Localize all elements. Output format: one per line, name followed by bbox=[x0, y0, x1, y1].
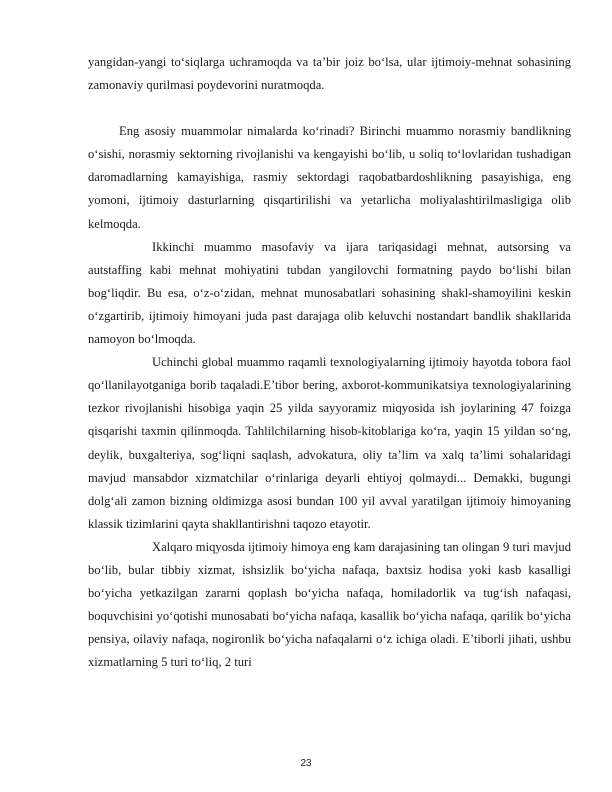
paragraph-social-protection-types: Xalqaro miqyosda ijtimoiy himoya eng kam darajasining tan olingan 9 turi mavjud bo‘lib, bular tibbiy xizmat, ishsizlik bo‘yicha nafaqa, baxtsiz hodisa yoki kasb kasalligi bo‘yicha yetkazilgan zararni qoplash bo‘yicha nafaqa, homiladorlik va tug‘ish nafaqasi, boquvchisini yo‘qotishi munosabati bo‘yicha nafaqa, kasallik bo‘yicha nafaqa, qarilik bo‘yicha pensiya, oilaviy nafaqa, nogironlik bo‘yicha nafaqalarni o‘z ichiga oladi. E’tiborli jihati, ushbu xizmatlarning 5 turi to‘liq, 2 turi bbox=[88, 539, 571, 670]
page-number: 23 bbox=[300, 758, 312, 769]
document-page bbox=[88, 51, 571, 674]
paragraph-gap bbox=[88, 97, 571, 120]
paragraph-continuation: yangidan-yangi to‘siqlarga uchramoqda va ta’bir joiz bo‘lsa, ular ijtimoiy-mehnat sohasining zamonaviy qurilmasi poydevorini nuratmoqda. bbox=[88, 55, 571, 93]
paragraph-main-problems: Eng asosiy muammolar nimalarda ko‘rinadi? Birinchi muammo norasmiy bandlikning o‘sishi, norasmiy sektorning rivojlanishi va kengayishi bo‘lib, u soliq to‘lovlaridan tushadigan daromadlarning kamayishiga, rasmiy sektordagi raqobatbardoshlikning pasayishiga, eng yomoni, ijtimoiy dasturlarning qisqartirilishi va yetarlicha moliyalashtirilmasligiga olib kelmoqda. bbox=[88, 124, 571, 231]
paragraph-second-problem: Ikkinchi muammo masofaviy va ijara tariqasidagi mehnat, autsorsing va autstaffing kabi mehnat mohiyatini tubdan yangilovchi formatning paydo bo‘lishi bilan bog‘liqdir. Bu esa, o‘z-o‘zidan, mehnat munosabatlari sohasining shakl-shamoyilini keskin o‘zgartirib, ijtimoiy himoyani juda past darajaga olib keluvchi nostandart bandlik shakllarida namoyon bo‘lmoqda. bbox=[88, 239, 571, 347]
paragraph-third-problem: Uchinchi global muammo raqamli texnologiyalarning ijtimoiy hayotda tobora faol qo‘llanilayotganiga borib taqaladi.E’tibor bering, axborot-kommunikatsiya texnologiyalarining tezkor rivojlanishi hisobiga yaqin 25 yilda sayyoramiz miqyosida ish joylarining 47 foizga qisqarishi taxmin qilinmoqda. Tahlilchilarning hisob-kitoblariga ko‘ra, yaqin 15 yildan so‘ng, deylik, buxgalteriya, sog‘liqni saqlash, advokatura, oliy ta’lim va xalq ta’limi sohalaridagi mavjud mansabdor xizmatchilar o‘rinlariga deyarli ehtiyoj qolmaydi... Demakki, bugungi dolg‘ali zamon bizning oldimizga asosi bundan 100 yil avval yaratilgan ijtimoiy himoyaning klassik tizimlarini qayta shakllantirishni taqozo etayotir. bbox=[88, 355, 571, 531]
